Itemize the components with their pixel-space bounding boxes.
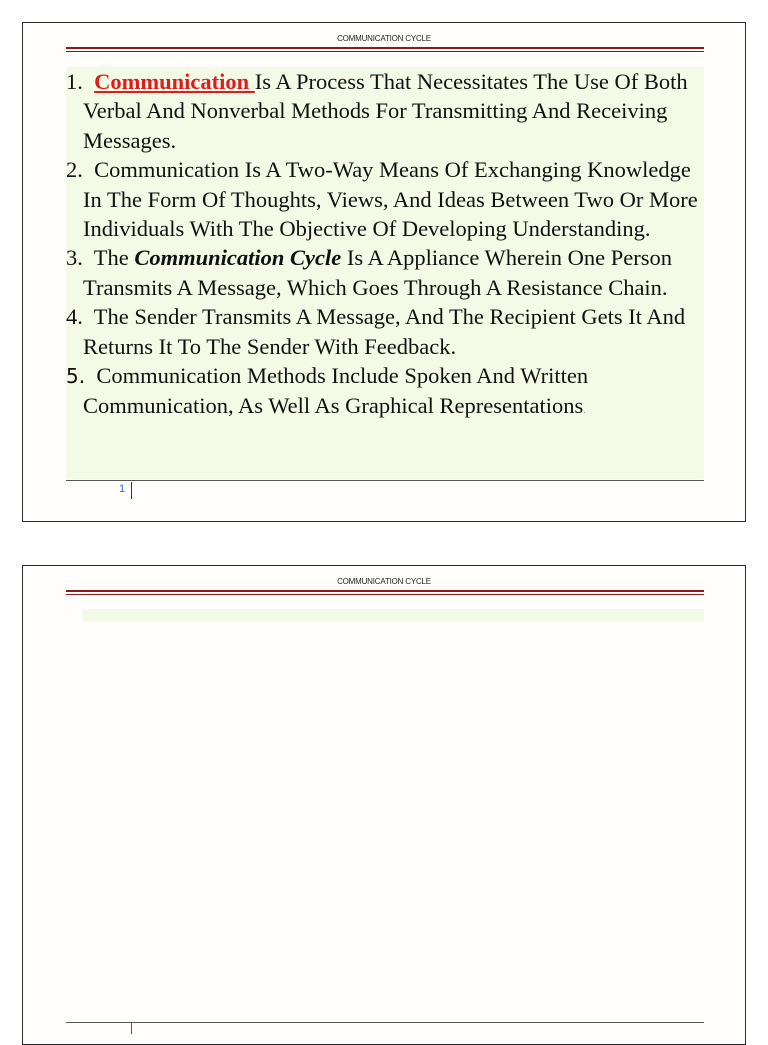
page-header-title: COMMUNICATION CYCLE (337, 34, 431, 43)
header-rule-thin (66, 594, 704, 595)
page-header-title: COMMUNICATION CYCLE (337, 577, 431, 586)
list-number: 3. (66, 245, 83, 271)
list-item-prefix: The (93, 245, 135, 271)
list-item[interactable] (66, 302, 706, 361)
numbered-list (66, 67, 706, 426)
list-number: 5. (66, 364, 86, 389)
list-item-text: Is A Process That Necessitates The Use Of Both Verbal And Nonverbal Methods For Transmitting And Receiving Messages. (83, 69, 688, 153)
list-number: 2. (66, 157, 83, 183)
page-number: 1 (119, 483, 126, 495)
header-rule-thick (66, 590, 704, 592)
list-item-text: Is A Appliance Wherein One Person Transmits A Message, Which Goes Through A Resistance Chain. (83, 245, 672, 300)
header-rule-thick (66, 47, 704, 49)
list-item[interactable] (66, 67, 706, 155)
list-item-text: Communication Is A Two-Way Means Of Exchanging Knowledge In The Form Of Thoughts, Views, And Ideas Between Two Or More Individuals With The Objective Of Developing Understanding. (83, 157, 698, 242)
footer-rule (66, 1022, 704, 1023)
list-item[interactable] (66, 243, 706, 302)
list-number: 1. (66, 69, 83, 94)
list-item[interactable] (66, 361, 706, 426)
keyword-emphasis: Communication Cycle (134, 245, 342, 271)
list-item[interactable] (66, 155, 706, 243)
keyword-link[interactable]: Communication (94, 69, 255, 94)
document-page-1 (22, 22, 746, 522)
list-item-text: Communication Methods Include Spoken And Written Communication, As Well As Graphical Representations (83, 363, 589, 419)
list-item-text: The Sender Transmits A Message, And The Recipient Gets It And Returns It To The Sender With Feedback. (83, 304, 686, 359)
text-cursor[interactable] (131, 482, 132, 499)
list-number: 4. (66, 304, 83, 330)
empty-paragraph-highlight[interactable] (82, 609, 704, 622)
header-rule-thin (66, 51, 704, 52)
footer-rule (66, 480, 704, 481)
trailing-period: . (583, 405, 586, 416)
document-page-2 (22, 565, 746, 1045)
